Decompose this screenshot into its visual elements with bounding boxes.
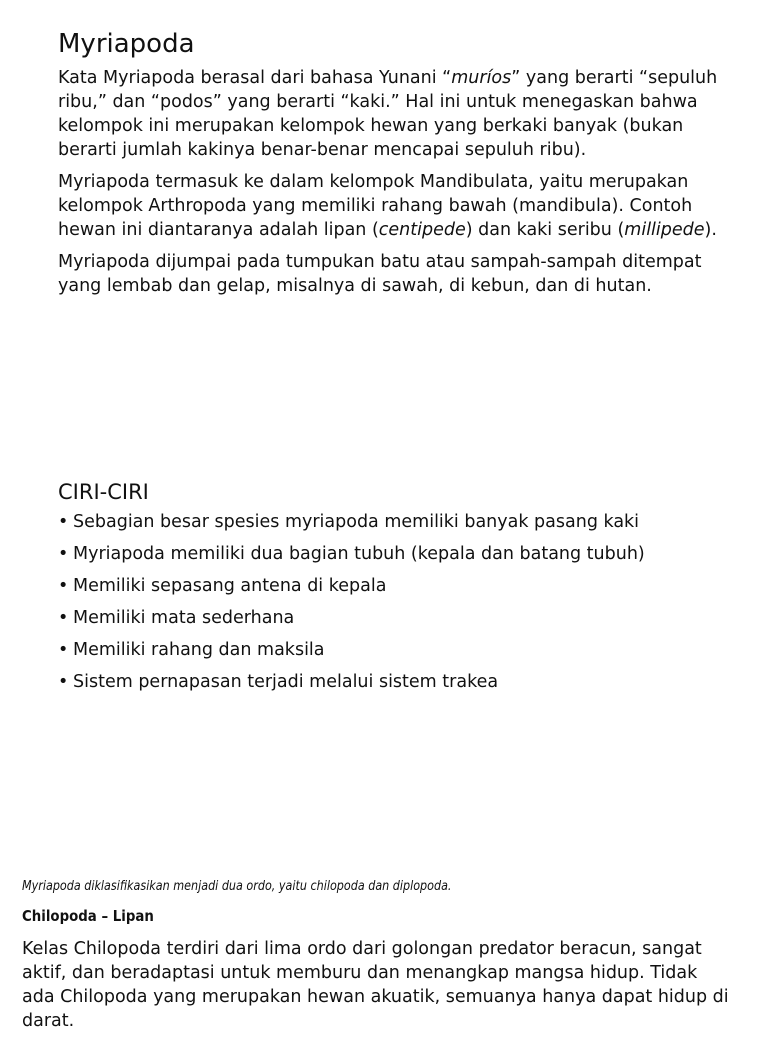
bullet-icon: • — [58, 544, 69, 564]
list-item — [58, 638, 728, 662]
list-item — [58, 510, 728, 534]
text-run: Kata Myriapoda berasal dari bahasa Yunani “ — [58, 68, 452, 88]
list-item-text: Memiliki mata sederhana — [73, 608, 295, 628]
list-item-text: Sistem pernapasan terjadi melalui sistem trakea — [73, 672, 499, 692]
paragraph-habitat: Myriapoda dijumpai pada tumpukan batu atau sampah-sampah ditempat yang lembab dan gelap, misalnya di sawah, di kebun, dan di hutan. — [58, 252, 702, 296]
chilopoda-paragraph: Kelas Chilopoda terdiri dari lima ordo dari golongan predator beracun, sangat aktif, dan beradaptasi untuk memburu dan menangkap mangsa hidup. Tidak ada Chilopoda yang merupakan hewan akuatik, semuanya hanya dapat hidup di darat. — [22, 939, 729, 1031]
section-ciri-ciri — [58, 478, 728, 702]
list-item-text: Myriapoda memiliki dua bagian tubuh (kepala dan batang tubuh) — [73, 544, 645, 564]
italic-term: millipede — [624, 220, 705, 240]
list-item-text: Sebagian besar spesies myriapoda memiliki banyak pasang kaki — [73, 512, 640, 532]
bullet-icon: • — [58, 672, 69, 692]
text-run: ). — [704, 220, 717, 240]
bullet-icon: • — [58, 608, 69, 628]
section-classification — [22, 876, 732, 1041]
list-item — [58, 606, 728, 630]
list-item — [58, 542, 728, 566]
text-run: ” yang berarti “sepuluh ribu,” dan “podos” yang berarti “kaki.” Hal ini untuk menegaskan bahwa kelompok ini merupakan kelompok hewan yang berkaki banyak (bukan berarti jumlah kakinya benar-benar mencapai sepuluh ribu). — [58, 68, 718, 160]
bullet-icon: • — [58, 512, 69, 532]
characteristics-list — [58, 510, 728, 694]
page-title: Myriapoda — [58, 29, 195, 59]
classification-intro: Myriapoda diklasifikasikan menjadi dua ordo, yaitu chilopoda dan diplopoda. — [22, 879, 452, 894]
text-run: ) dan kaki seribu ( — [465, 220, 625, 240]
list-item — [58, 574, 728, 598]
paragraph-etymology — [58, 66, 728, 162]
chilopoda-heading: Chilopoda – Lipan — [22, 907, 154, 925]
section-myriapoda — [58, 28, 728, 306]
bullet-icon: • — [58, 640, 69, 660]
list-item — [58, 670, 728, 694]
italic-term: centipede — [378, 220, 466, 240]
section-title: CIRI-CIRI — [58, 480, 149, 504]
italic-term: muríos — [451, 68, 512, 88]
list-item-text: Memiliki rahang dan maksila — [73, 640, 325, 660]
text-run: Myriapoda termasuk ke dalam kelompok Mandibulata, yaitu merupakan kelompok Arthropoda yang memiliki rahang bawah (mandibula). Contoh hewan ini diantaranya adalah lipan ( — [58, 172, 693, 240]
paragraph-classification — [58, 170, 728, 242]
list-item-text: Memiliki sepasang antena di kepala — [73, 576, 387, 596]
bullet-icon: • — [58, 576, 69, 596]
